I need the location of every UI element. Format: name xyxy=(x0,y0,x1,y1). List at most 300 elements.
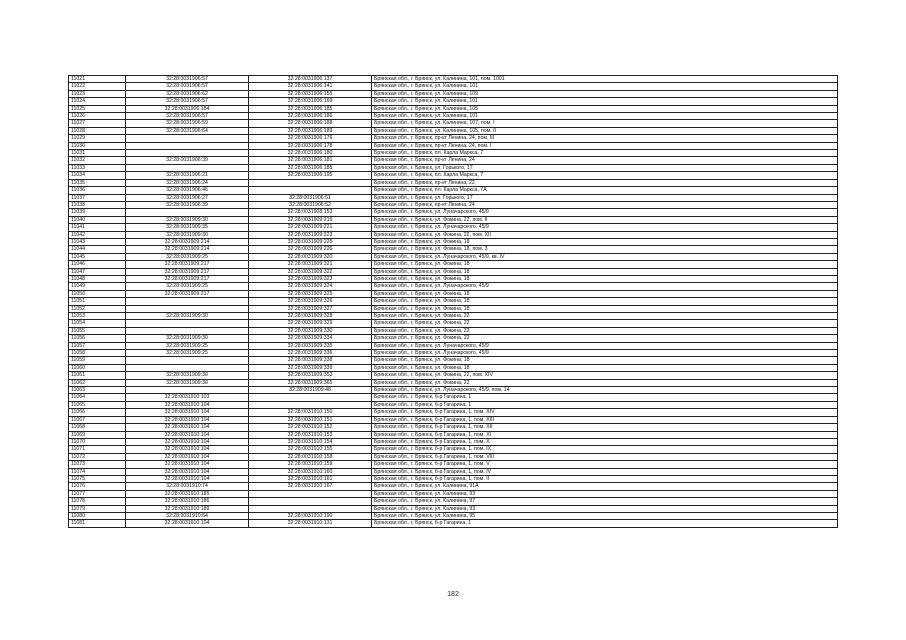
row-number-cell: 11076 xyxy=(69,483,126,490)
row-number-cell: 11029 xyxy=(69,135,126,142)
row-number-cell: 11053 xyxy=(69,313,126,320)
table-row xyxy=(69,320,838,327)
cadastral-number-cell: 32:28:0031910:154 xyxy=(249,438,372,445)
table-row xyxy=(69,475,838,482)
parent-cadastral-number-cell xyxy=(126,387,249,394)
row-number-cell: 11051 xyxy=(69,298,126,305)
row-number-cell: 11034 xyxy=(69,172,126,179)
address-cell: Брянская обл., г. Брянск, ул. Луначарского, 45/9, пом. 14 xyxy=(372,387,838,394)
address-cell: Брянская обл., г. Брянск, ул. Фокина, 18 xyxy=(372,305,838,312)
table-row xyxy=(69,401,838,408)
address-cell: Брянская обл., г. Брянск, ул. Луначарского, 45/9 xyxy=(372,283,838,290)
table-row xyxy=(69,164,838,171)
cadastral-number-cell: 32:28:0031906:141 xyxy=(249,83,372,90)
cadastral-number-cell: 32:28:0031909:225 xyxy=(249,238,372,245)
parent-cadastral-number-cell: 32:28:0031909:25 xyxy=(126,253,249,260)
parent-cadastral-number-cell: 32:28:0031906:57 xyxy=(126,98,249,105)
cadastral-number-cell: 32:28:0031909:335 xyxy=(249,342,372,349)
row-number-cell: 11080 xyxy=(69,512,126,519)
parent-cadastral-number-cell: 32:28:0031910:103 xyxy=(126,394,249,401)
table-row xyxy=(69,246,838,253)
row-number-cell: 11036 xyxy=(69,187,126,194)
parent-cadastral-number-cell: 32:28:0031910:104 xyxy=(126,461,249,468)
parent-cadastral-number-cell: 32:28:0031906:46 xyxy=(126,187,249,194)
cadastral-number-cell: 32:28:0031909:226 xyxy=(249,246,372,253)
cadastral-number-cell xyxy=(249,179,372,186)
cadastral-number-cell: 32:28:0031910:160 xyxy=(249,468,372,475)
row-number-cell: 11046 xyxy=(69,261,126,268)
cadastral-number-cell: 32:28:0031909:328 xyxy=(249,313,372,320)
cadastral-number-cell: 32:28:0031908:153 xyxy=(249,209,372,216)
cadastral-number-cell: 32:28:0031909:216 xyxy=(249,216,372,223)
parent-cadastral-number-cell: 32:28:0031906:57 xyxy=(126,83,249,90)
table-row xyxy=(69,216,838,223)
address-cell: Брянская обл., г. Брянск, ул. Фокина, 22, пом. XIV xyxy=(372,372,838,379)
table-row xyxy=(69,409,838,416)
table-row xyxy=(69,253,838,260)
table-row xyxy=(69,224,838,231)
parent-cadastral-number-cell: 32:28:0031909:35 xyxy=(126,224,249,231)
cadastral-number-cell: 32:28:0031910:151 xyxy=(249,416,372,423)
row-number-cell: 11021 xyxy=(69,76,126,83)
row-number-cell: 11049 xyxy=(69,283,126,290)
address-cell: Брянская обл., г. Брянск, ул. Фокина, 18 xyxy=(372,357,838,364)
parent-cadastral-number-cell: 32:28:0031910:104 xyxy=(126,438,249,445)
cadastral-number-cell: 32:28:0031906:195 xyxy=(249,172,372,179)
cadastral-number-cell: 32:28:0031910:167 xyxy=(249,483,372,490)
row-number-cell: 11044 xyxy=(69,246,126,253)
address-cell: Брянская обл., г. Брянск, ул. Горького, 17 xyxy=(372,164,838,171)
table-row xyxy=(69,490,838,497)
row-number-cell: 11045 xyxy=(69,253,126,260)
table-row xyxy=(69,135,838,142)
cadastral-number-cell: 32:28:0031909:330 xyxy=(249,327,372,334)
table-row xyxy=(69,231,838,238)
address-cell: Брянская обл., г. Брянск, ул. Калинина, 93 xyxy=(372,505,838,512)
cadastral-number-cell xyxy=(249,394,372,401)
row-number-cell: 11058 xyxy=(69,350,126,357)
address-cell: Брянская обл., г. Брянск, ул. Фокина, 22 xyxy=(372,379,838,386)
cadastral-number-cell: 32:28:0031906:189 xyxy=(249,127,372,134)
parent-cadastral-number-cell: 32:28:0031906:39 xyxy=(126,201,249,208)
cadastral-number-cell: 32:28:0031910:150 xyxy=(249,409,372,416)
table-row xyxy=(69,498,838,505)
parent-cadastral-number-cell xyxy=(126,320,249,327)
parent-cadastral-number-cell: 32:28:0031910:104 xyxy=(126,446,249,453)
row-number-cell: 11040 xyxy=(69,216,126,223)
cadastral-number-cell xyxy=(249,505,372,512)
cadastral-number-cell: 32:28:0031906:137 xyxy=(249,76,372,83)
table-row xyxy=(69,342,838,349)
parent-cadastral-number-cell: 32:28:0031909:30 xyxy=(126,231,249,238)
row-number-cell: 11047 xyxy=(69,268,126,275)
row-number-cell: 11022 xyxy=(69,83,126,90)
row-number-cell: 11030 xyxy=(69,142,126,149)
address-cell: Брянская обл., г. Брянск, ул. Фокина, 18 xyxy=(372,268,838,275)
parent-cadastral-number-cell: 32:28:0031910:74 xyxy=(126,483,249,490)
row-number-cell: 11032 xyxy=(69,157,126,164)
table-row xyxy=(69,431,838,438)
parent-cadastral-number-cell: 32:28:0031909:214 xyxy=(126,246,249,253)
address-cell: Брянская обл., г. Брянск, ул. Калинина, 97 xyxy=(372,498,838,505)
cadastral-number-cell: 32:28:0031909:324 xyxy=(249,283,372,290)
address-cell: Брянская обл., г. Брянск, ул. Калинина, 105, пом. II xyxy=(372,127,838,134)
cadastral-number-cell: 32:28:0031906:186 xyxy=(249,113,372,120)
cadastral-number-cell: 32:28:0031906:185 xyxy=(249,164,372,171)
address-cell: Брянская обл., г. Брянск, б-р Гагарина, 1 xyxy=(372,401,838,408)
table-row xyxy=(69,394,838,401)
address-cell: Брянская обл., г. Брянск, ул. Фокина, 18 xyxy=(372,261,838,268)
address-cell: Брянская обл., г. Брянск, ул. Фокина, 18 xyxy=(372,364,838,371)
parent-cadastral-number-cell: 32:28:0031910:104 xyxy=(126,431,249,438)
cadastral-number-cell: 32:28:0031910:159 xyxy=(249,461,372,468)
address-cell: Брянская обл., г. Брянск, пр-кт Ленина, 24, пом. III xyxy=(372,135,838,142)
row-number-cell: 11063 xyxy=(69,387,126,394)
parent-cadastral-number-cell: 32:28:0031910:104 xyxy=(126,475,249,482)
table-row xyxy=(69,350,838,357)
table-row xyxy=(69,313,838,320)
table-row xyxy=(69,505,838,512)
parent-cadastral-number-cell xyxy=(126,135,249,142)
cadastral-number-cell: 32:28:0031909:325 xyxy=(249,290,372,297)
cadastral-number-cell xyxy=(249,490,372,497)
row-number-cell: 11024 xyxy=(69,98,126,105)
parent-cadastral-number-cell: 32:28:0031910:186 xyxy=(126,498,249,505)
row-number-cell: 11028 xyxy=(69,127,126,134)
cadastral-number-cell: 32:28:0031909:323 xyxy=(249,275,372,282)
parent-cadastral-number-cell: 32:28:0031906:57 xyxy=(126,113,249,120)
parent-cadastral-number-cell: 32:28:0031906:184 xyxy=(126,105,249,112)
table-row xyxy=(69,275,838,282)
cadastral-number-cell: 32:28:0031906:185 xyxy=(249,105,372,112)
table-row xyxy=(69,357,838,364)
address-cell: Брянская обл., г. Брянск, ул. Горького, 17 xyxy=(372,194,838,201)
address-cell: Брянская обл., г. Брянск, ул. Луначарского, 45/9 xyxy=(372,350,838,357)
table-row xyxy=(69,187,838,194)
row-number-cell: 11025 xyxy=(69,105,126,112)
parent-cadastral-number-cell: 32:28:0031910:104 xyxy=(126,453,249,460)
address-cell: Брянская обл., г. Брянск, б-р Гагарина, 1, пом. IV xyxy=(372,468,838,475)
parent-cadastral-number-cell xyxy=(126,209,249,216)
address-cell: Брянская обл., г. Брянск, ул. Калинина, 107, пом. I xyxy=(372,120,838,127)
parent-cadastral-number-cell xyxy=(126,305,249,312)
address-cell: Брянская обл., г. Брянск, ул. Фокина, 22 xyxy=(372,320,838,327)
table-row xyxy=(69,424,838,431)
address-cell: Брянская обл., г. Брянск, пр-кт Ленина, 24 xyxy=(372,157,838,164)
table-row xyxy=(69,372,838,379)
cadastral-number-cell: 32:28:0031909:336 xyxy=(249,350,372,357)
parent-cadastral-number-cell: 32:28:0031909:30 xyxy=(126,216,249,223)
cadastral-number-cell: 32:28:0031909:221 xyxy=(249,224,372,231)
row-number-cell: 11055 xyxy=(69,327,126,334)
table-row xyxy=(69,364,838,371)
address-cell: Брянская обл., г. Брянск, б-р Гагарина, 1, пом. II xyxy=(372,475,838,482)
cadastral-number-cell: 32:28:0031909:322 xyxy=(249,268,372,275)
address-cell: Брянская обл., г. Брянск, ул. Луначарского, 45/9 xyxy=(372,342,838,349)
parent-cadastral-number-cell: 32:28:0031910:189 xyxy=(126,505,249,512)
cadastral-number-cell: 32:28:0031909:48 xyxy=(249,387,372,394)
address-cell: Брянская обл., г. Брянск, б-р Гагарина, 1, пом. XII xyxy=(372,424,838,431)
address-cell: Брянская обл., г. Брянск, б-р Гагарина, 1, пом. IX xyxy=(372,446,838,453)
address-cell: Брянская обл., г. Брянск, ул. Фокина, 18 xyxy=(372,238,838,245)
cadastral-number-cell: 32:28:0031906:169 xyxy=(249,98,372,105)
table-row xyxy=(69,438,838,445)
address-cell: Брянская обл., г. Брянск, ул. Фокина, 22 xyxy=(372,313,838,320)
table-row xyxy=(69,83,838,90)
parent-cadastral-number-cell: 32:28:0031909:25 xyxy=(126,283,249,290)
row-number-cell: 11033 xyxy=(69,164,126,171)
address-cell: Брянская обл., г. Брянск, б-р Гагарина, 1, пом. X xyxy=(372,438,838,445)
row-number-cell: 11073 xyxy=(69,461,126,468)
table-row xyxy=(69,142,838,149)
row-number-cell: 11062 xyxy=(69,379,126,386)
cadastral-number-cell: 32:28:0031906:51 xyxy=(249,194,372,201)
parent-cadastral-number-cell: 32:28:0031906:27 xyxy=(126,194,249,201)
table-row xyxy=(69,127,838,134)
row-number-cell: 11066 xyxy=(69,409,126,416)
cadastral-number-cell: 32:28:0031910:153 xyxy=(249,431,372,438)
cadastral-number-cell: 32:28:0031909:326 xyxy=(249,298,372,305)
row-number-cell: 11052 xyxy=(69,305,126,312)
table-row xyxy=(69,298,838,305)
cadastral-number-cell: 32:28:0031906:180 xyxy=(249,150,372,157)
table-row xyxy=(69,268,838,275)
row-number-cell: 11059 xyxy=(69,357,126,364)
table-row xyxy=(69,468,838,475)
table-row xyxy=(69,150,838,157)
cadastral-number-cell xyxy=(249,401,372,408)
table-row xyxy=(69,120,838,127)
row-number-cell: 11064 xyxy=(69,394,126,401)
address-cell: Брянская обл., г. Брянск, ул. Фокина, 22, пом. XII xyxy=(372,231,838,238)
parent-cadastral-number-cell: 32:28:0031909:25 xyxy=(126,350,249,357)
cadastral-number-cell: 32:28:0031910:131 xyxy=(249,520,372,527)
parent-cadastral-number-cell: 32:28:0031909:30 xyxy=(126,313,249,320)
table-row xyxy=(69,387,838,394)
cadastral-number-cell: 32:28:0031909:365 xyxy=(249,379,372,386)
row-number-cell: 11075 xyxy=(69,475,126,482)
cadastral-number-cell: 32:28:0031909:320 xyxy=(249,253,372,260)
table-row xyxy=(69,453,838,460)
parent-cadastral-number-cell: 32:28:0031906:62 xyxy=(126,90,249,97)
address-cell: Брянская обл., г. Брянск, ул. Фокина, 18 xyxy=(372,275,838,282)
row-number-cell: 11048 xyxy=(69,275,126,282)
table-row xyxy=(69,416,838,423)
parent-cadastral-number-cell: 32:28:0031909:25 xyxy=(126,342,249,349)
table-row xyxy=(69,105,838,112)
table-row xyxy=(69,201,838,208)
address-cell: Брянская обл., г. Брянск, ул. Луначарского, 45/9, кв. IV xyxy=(372,253,838,260)
parent-cadastral-number-cell xyxy=(126,142,249,149)
parent-cadastral-number-cell xyxy=(126,164,249,171)
row-number-cell: 11071 xyxy=(69,446,126,453)
cadastral-number-cell: 32:28:0031909:329 xyxy=(249,320,372,327)
parent-cadastral-number-cell: 32:28:0031910:104 xyxy=(126,468,249,475)
parent-cadastral-number-cell: 32:28:0031910:104 xyxy=(126,401,249,408)
address-cell: Брянская обл., г. Брянск, ул. Фокина, 22 xyxy=(372,335,838,342)
table-row xyxy=(69,113,838,120)
row-number-cell: 11068 xyxy=(69,424,126,431)
cadastral-number-cell: 32:28:0031909:334 xyxy=(249,335,372,342)
table-row xyxy=(69,194,838,201)
address-cell: Брянская обл., г. Брянск, б-р Гагарина, 1 xyxy=(372,394,838,401)
cadastral-number-cell: 32:28:0031906:181 xyxy=(249,157,372,164)
row-number-cell: 11077 xyxy=(69,490,126,497)
row-number-cell: 11069 xyxy=(69,431,126,438)
address-cell: Брянская обл., г. Брянск, ул. Фокина, 18, пом. 3 xyxy=(372,246,838,253)
parent-cadastral-number-cell xyxy=(126,298,249,305)
row-number-cell: 11035 xyxy=(69,179,126,186)
table-row xyxy=(69,209,838,216)
parent-cadastral-number-cell: 32:28:0031910:64 xyxy=(126,512,249,519)
parent-cadastral-number-cell: 32:28:0031910:104 xyxy=(126,424,249,431)
address-cell: Брянская обл., г. Брянск, б-р Гагарина, 1, пом. V xyxy=(372,461,838,468)
table-row xyxy=(69,283,838,290)
row-number-cell: 11065 xyxy=(69,401,126,408)
address-cell: Брянская обл., г. Брянск, пл. Карла Маркса, 7А xyxy=(372,187,838,194)
address-cell: Брянская обл., г. Брянск, ул. Луначарского, 45/9 xyxy=(372,224,838,231)
row-number-cell: 11043 xyxy=(69,238,126,245)
cadastral-number-cell: 32:28:0031910:158 xyxy=(249,453,372,460)
cadastral-number-cell: 32:28:0031909:223 xyxy=(249,231,372,238)
row-number-cell: 11060 xyxy=(69,364,126,371)
table-row xyxy=(69,305,838,312)
row-number-cell: 11042 xyxy=(69,231,126,238)
parent-cadastral-number-cell: 32:28:0031906:21 xyxy=(126,172,249,179)
address-cell: Брянская обл., г. Брянск, ул. Калинина, 101, пом. 1001 xyxy=(372,76,838,83)
address-cell: Брянская обл., г. Брянск, ул. Калинина, 93 xyxy=(372,490,838,497)
table-row xyxy=(69,483,838,490)
address-cell: Брянская обл., г. Брянск, ул. Калинина, 95 xyxy=(372,512,838,519)
page-number: 182 xyxy=(447,591,459,598)
row-number-cell: 11026 xyxy=(69,113,126,120)
row-number-cell: 11079 xyxy=(69,505,126,512)
parent-cadastral-number-cell: 32:28:0031910:185 xyxy=(126,490,249,497)
parent-cadastral-number-cell: 32:28:0031910:104 xyxy=(126,409,249,416)
address-cell: Брянская обл., г. Брянск, пр-кт Ленина, 24 xyxy=(372,201,838,208)
address-cell: Брянская обл., г. Брянск, ул. Луначарского, 45/9 xyxy=(372,209,838,216)
parent-cadastral-number-cell xyxy=(126,364,249,371)
table-body xyxy=(69,76,838,528)
parent-cadastral-number-cell xyxy=(126,357,249,364)
parent-cadastral-number-cell: 32:28:0031909:217 xyxy=(126,268,249,275)
row-number-cell: 11074 xyxy=(69,468,126,475)
parent-cadastral-number-cell: 32:28:0031909:214 xyxy=(126,238,249,245)
parent-cadastral-number-cell: 32:28:0031906:64 xyxy=(126,127,249,134)
address-cell: Брянская обл., г. Брянск, пр-кт Ленина, 24, пом. I xyxy=(372,142,838,149)
table-row xyxy=(69,446,838,453)
address-cell: Брянская обл., г. Брянск, б-р Гагарина, 1 xyxy=(372,520,838,527)
address-cell: Брянская обл., г. Брянск, пл. Карла Маркса, 7 xyxy=(372,172,838,179)
address-cell: Брянская обл., г. Брянск, ул. Калинина, 91А xyxy=(372,483,838,490)
cadastral-number-cell: 32:28:0031910:152 xyxy=(249,424,372,431)
parent-cadastral-number-cell: 32:28:0031906:39 xyxy=(126,157,249,164)
row-number-cell: 11039 xyxy=(69,209,126,216)
parent-cadastral-number-cell: 32:28:0031906:57 xyxy=(126,76,249,83)
row-number-cell: 11070 xyxy=(69,438,126,445)
table-row xyxy=(69,290,838,297)
table-row xyxy=(69,379,838,386)
cadastral-number-cell: 32:28:0031909:353 xyxy=(249,372,372,379)
table-row xyxy=(69,157,838,164)
parent-cadastral-number-cell: 32:28:0031909:217 xyxy=(126,275,249,282)
table-row xyxy=(69,238,838,245)
row-number-cell: 11041 xyxy=(69,224,126,231)
cadastral-number-cell: 32:28:0031906:155 xyxy=(249,90,372,97)
address-cell: Брянская обл., г. Брянск, ул. Калинина, 101 xyxy=(372,83,838,90)
table-row xyxy=(69,90,838,97)
row-number-cell: 11037 xyxy=(69,194,126,201)
table-row xyxy=(69,261,838,268)
address-cell: Брянская обл., г. Брянск, б-р Гагарина, 1, пом. XIII xyxy=(372,416,838,423)
cadastral-number-cell: 32:28:0031909:338 xyxy=(249,357,372,364)
address-cell: Брянская обл., г. Брянск, ул. Калинина, 105 xyxy=(372,105,838,112)
cadastral-number-cell: 32:28:0031910:190 xyxy=(249,512,372,519)
address-cell: Брянская обл., г. Брянск, ул. Калинина, 101 xyxy=(372,113,838,120)
parent-cadastral-number-cell: 32:28:0031910:104 xyxy=(126,520,249,527)
row-number-cell: 11081 xyxy=(69,520,126,527)
row-number-cell: 11031 xyxy=(69,150,126,157)
parent-cadastral-number-cell: 32:28:0031906:59 xyxy=(126,120,249,127)
table-row xyxy=(69,98,838,105)
table-row xyxy=(69,76,838,83)
table-row xyxy=(69,461,838,468)
parent-cadastral-number-cell: 32:28:0031909:30 xyxy=(126,335,249,342)
table-row xyxy=(69,512,838,519)
row-number-cell: 11061 xyxy=(69,372,126,379)
cadastral-number-cell xyxy=(249,187,372,194)
cadastral-number-cell: 32:28:0031906:178 xyxy=(249,142,372,149)
cadastral-number-cell: 32:28:0031909:339 xyxy=(249,364,372,371)
cadastral-number-cell: 32:28:0031906:176 xyxy=(249,135,372,142)
row-number-cell: 11054 xyxy=(69,320,126,327)
address-cell: Брянская обл., г. Брянск, ул. Фокина, 22, пом. II xyxy=(372,216,838,223)
parent-cadastral-number-cell: 32:28:0031909:217 xyxy=(126,261,249,268)
address-cell: Брянская обл., г. Брянск, б-р Гагарина, 1, пом. VIII xyxy=(372,453,838,460)
row-number-cell: 11057 xyxy=(69,342,126,349)
cadastral-number-cell: 32:28:0031909:321 xyxy=(249,261,372,268)
cadastral-number-cell: 32:28:0031910:161 xyxy=(249,475,372,482)
address-cell: Брянская обл., г. Брянск, ул. Фокина, 18 xyxy=(372,298,838,305)
address-cell: Брянская обл., г. Брянск, ул. Фокина, 18 xyxy=(372,290,838,297)
parent-cadastral-number-cell: 32:28:0031906:24 xyxy=(126,179,249,186)
address-cell: Брянская обл., г. Брянск, ул. Фокина, 22 xyxy=(372,327,838,334)
property-register-table xyxy=(68,75,838,528)
table-row xyxy=(69,172,838,179)
parent-cadastral-number-cell: 32:28:0031909:30 xyxy=(126,379,249,386)
address-cell: Брянская обл., г. Брянск, ул. Калинина, 109 xyxy=(372,90,838,97)
address-cell: Брянская обл., г. Брянск, б-р Гагарина, 1, пом. XI xyxy=(372,431,838,438)
row-number-cell: 11067 xyxy=(69,416,126,423)
cadastral-number-cell: 32:28:0031909:327 xyxy=(249,305,372,312)
row-number-cell: 11027 xyxy=(69,120,126,127)
cadastral-number-cell: 32:28:0031906:188 xyxy=(249,120,372,127)
table-row xyxy=(69,327,838,334)
address-cell: Брянская обл., г. Брянск, пл. Карла Маркса, 7 xyxy=(372,150,838,157)
cadastral-number-cell xyxy=(249,498,372,505)
parent-cadastral-number-cell: 32:28:0031909:30 xyxy=(126,372,249,379)
parent-cadastral-number-cell xyxy=(126,150,249,157)
address-cell: Брянская обл., г. Брянск, б-р Гагарина, 1, пом. XIV xyxy=(372,409,838,416)
row-number-cell: 11056 xyxy=(69,335,126,342)
cadastral-number-cell: 32:28:0031910:155 xyxy=(249,446,372,453)
row-number-cell: 11050 xyxy=(69,290,126,297)
row-number-cell: 11023 xyxy=(69,90,126,97)
parent-cadastral-number-cell: 32:28:0031910:104 xyxy=(126,416,249,423)
parent-cadastral-number-cell xyxy=(126,327,249,334)
cadastral-number-cell: 32:28:0031906:52 xyxy=(249,201,372,208)
table-row xyxy=(69,520,838,527)
